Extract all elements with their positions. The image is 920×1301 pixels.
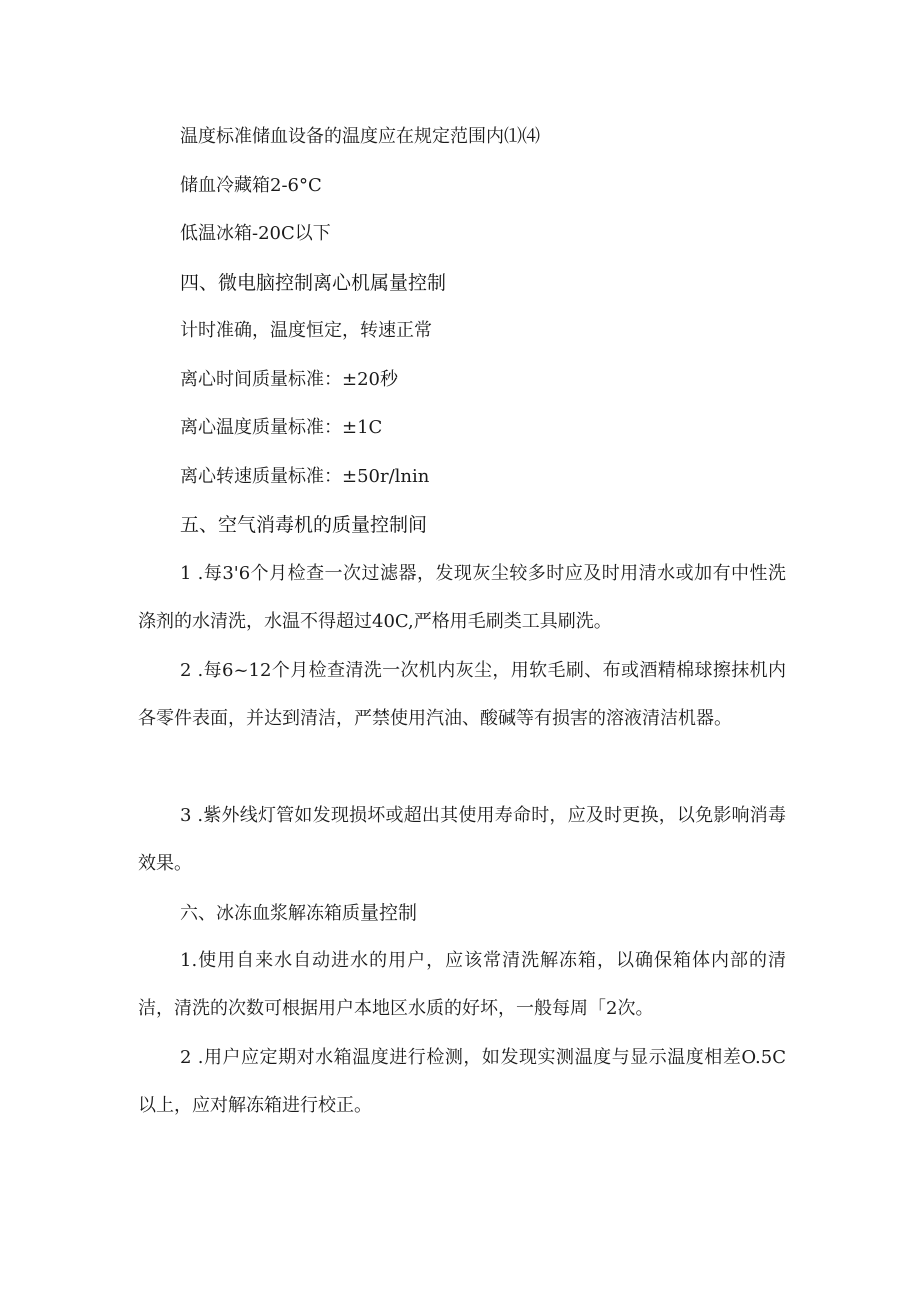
section6-item: 1.使用自来水自动进水的用户，应该常清洗解冻箱，以确保箱体内部的清洁，清洗的次数可根据用户本地区水质的好坏，一般每周「2次。 bbox=[138, 950, 786, 1019]
section6-item: 2 .用户应定期对水箱温度进行检测，如发现实测温度与显示温度相差O.5C以上，应对解冻箱进行校正。 bbox=[138, 1047, 786, 1116]
section5-heading: 五、空气消毒机的质量控制间 bbox=[180, 514, 428, 536]
section6-heading-bold: 量控制 bbox=[360, 902, 418, 924]
freezer-temp-line: 低温冰箱-20C以下 bbox=[180, 223, 331, 244]
section4-line: 计时准确，温度恒定，转速正常 bbox=[180, 320, 432, 341]
temp-standard-line: 温度标准储血设备的温度应在规定范围内⑴⑷ bbox=[180, 126, 540, 147]
section4-line: 离心时间质量标准：±20秒 bbox=[180, 369, 398, 390]
section5-item: 2 .每6~12个月检查清洗一次机内灰尘，用软毛刷、布或酒精棉球擦抹机内各零件表面，并达到清洁，严禁使用汽油、酸碱等有损害的溶液清洁机器。 bbox=[138, 660, 786, 729]
section6-heading-normal: 六、冰冻血浆解冻箱质 bbox=[180, 903, 360, 924]
section4-heading: 四、微电脑控制离心机属量控制 bbox=[180, 272, 447, 294]
section5-item: 3 .紫外线灯管如发现损坏或超出其使用寿命时，应及时更换，以免影响消毒效果。 bbox=[138, 805, 786, 874]
section5-item: 1 .每3'6个月检查一次过滤器，发现灰尘较多时应及时用清水或加有中性洗涤剂的水清洗，水温不得超过40C,严格用毛刷类工具刷洗。 bbox=[138, 563, 786, 632]
section6-heading bbox=[180, 901, 417, 926]
fridge-temp-line: 储血冷藏箱2-6°C bbox=[180, 175, 322, 196]
section4-line: 离心温度质量标准：±1C bbox=[180, 417, 383, 438]
section4-line: 离心转速质量标准：±50r/lnin bbox=[180, 466, 430, 487]
